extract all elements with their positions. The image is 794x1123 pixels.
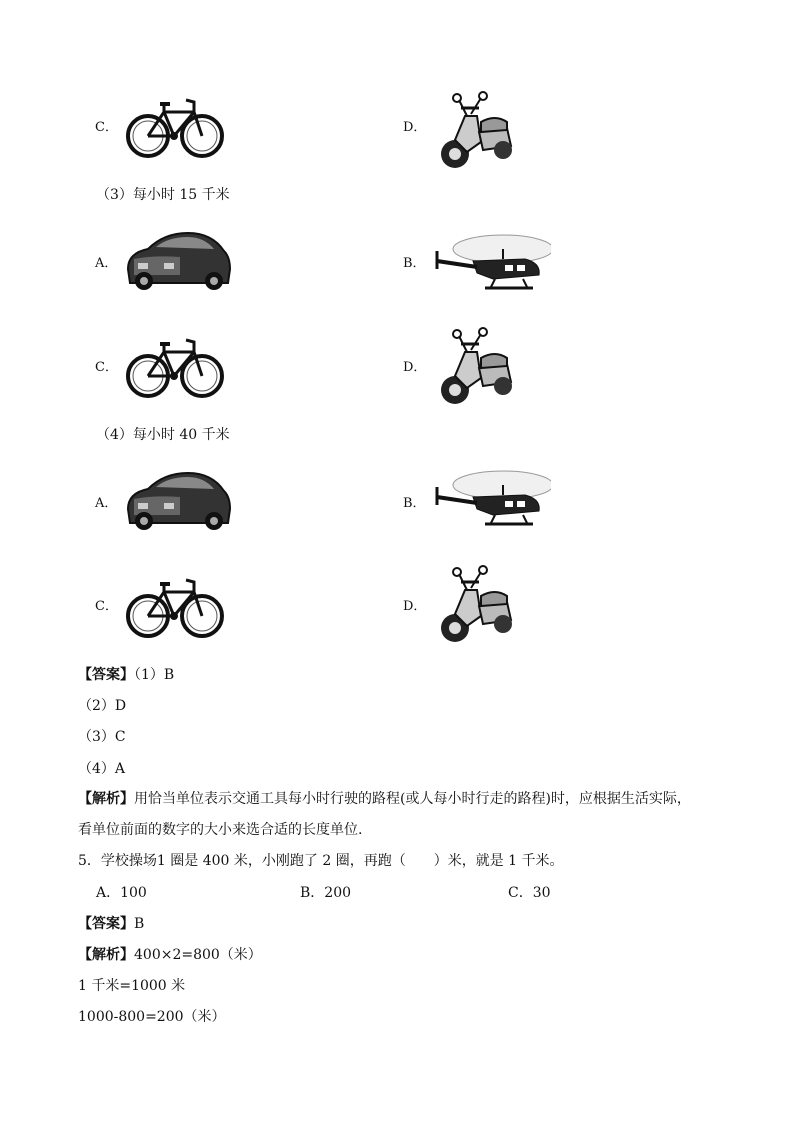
analysis-tag: 【解析】 [78,791,134,807]
answer-tag: 【答案】 [78,667,134,683]
q5-answer-line [78,915,144,933]
answer-line-1 [78,666,174,684]
bicycle-icon [124,98,226,158]
option-c-label: C． [95,599,118,614]
scooter-icon [437,322,513,412]
q5-option-c: C．30 [508,885,551,901]
analysis-text: 用恰当单位表示交通工具每小时行驶的路程(或人每小时行走的路程)时，应根据生活实际， [134,791,691,807]
option-a-label: A． [95,256,118,271]
scooter-icon [437,86,513,176]
question-4-stem: （4）每小时 40 千米 [96,427,230,443]
answer-line-3: （3）C [78,729,126,745]
q5-analysis-line-1 [78,946,262,964]
q5-analysis-line-2: 1 千米=1000 米 [78,978,186,994]
answer-tag: 【答案】 [78,916,134,932]
analysis-tag: 【解析】 [78,947,134,963]
question-5-stem: 5．学校操场1 圈是 400 米，小刚跑了 2 圈，再跑（ ）米，就是 1 千米。 [78,853,564,869]
option-b-label: B． [403,496,426,511]
option-b-label: B． [403,256,426,271]
question-3-stem: （3）每小时 15 千米 [96,187,230,203]
bicycle-icon [124,338,226,398]
scooter-icon [437,560,513,650]
analysis-text: 400×2=800（米） [134,947,262,963]
option-a-label: A． [95,496,118,511]
analysis-line-2: 看单位前面的数字的大小来选合适的长度单位. [78,822,363,838]
answer-text: （1）B [134,667,175,683]
helicopter-icon [433,468,551,532]
option-c-label: C． [95,360,118,375]
option-d-label: D． [403,360,427,375]
q5-option-b: B．200 [300,885,352,901]
answer-text: B [134,916,145,932]
q5-option-a: A．100 [96,885,147,901]
option-d-label: D． [403,599,427,614]
q5-analysis-line-3: 1000-800=200（米） [78,1009,226,1025]
option-d-label: D． [403,120,427,135]
helicopter-icon [433,232,551,296]
analysis-line-1 [78,790,691,808]
bicycle-icon [124,578,226,638]
answer-line-2: （2）D [78,698,127,714]
option-c-label: C． [95,120,118,135]
car-icon [124,228,232,294]
car-icon [124,468,232,534]
answer-line-4: （4）A [78,761,126,777]
